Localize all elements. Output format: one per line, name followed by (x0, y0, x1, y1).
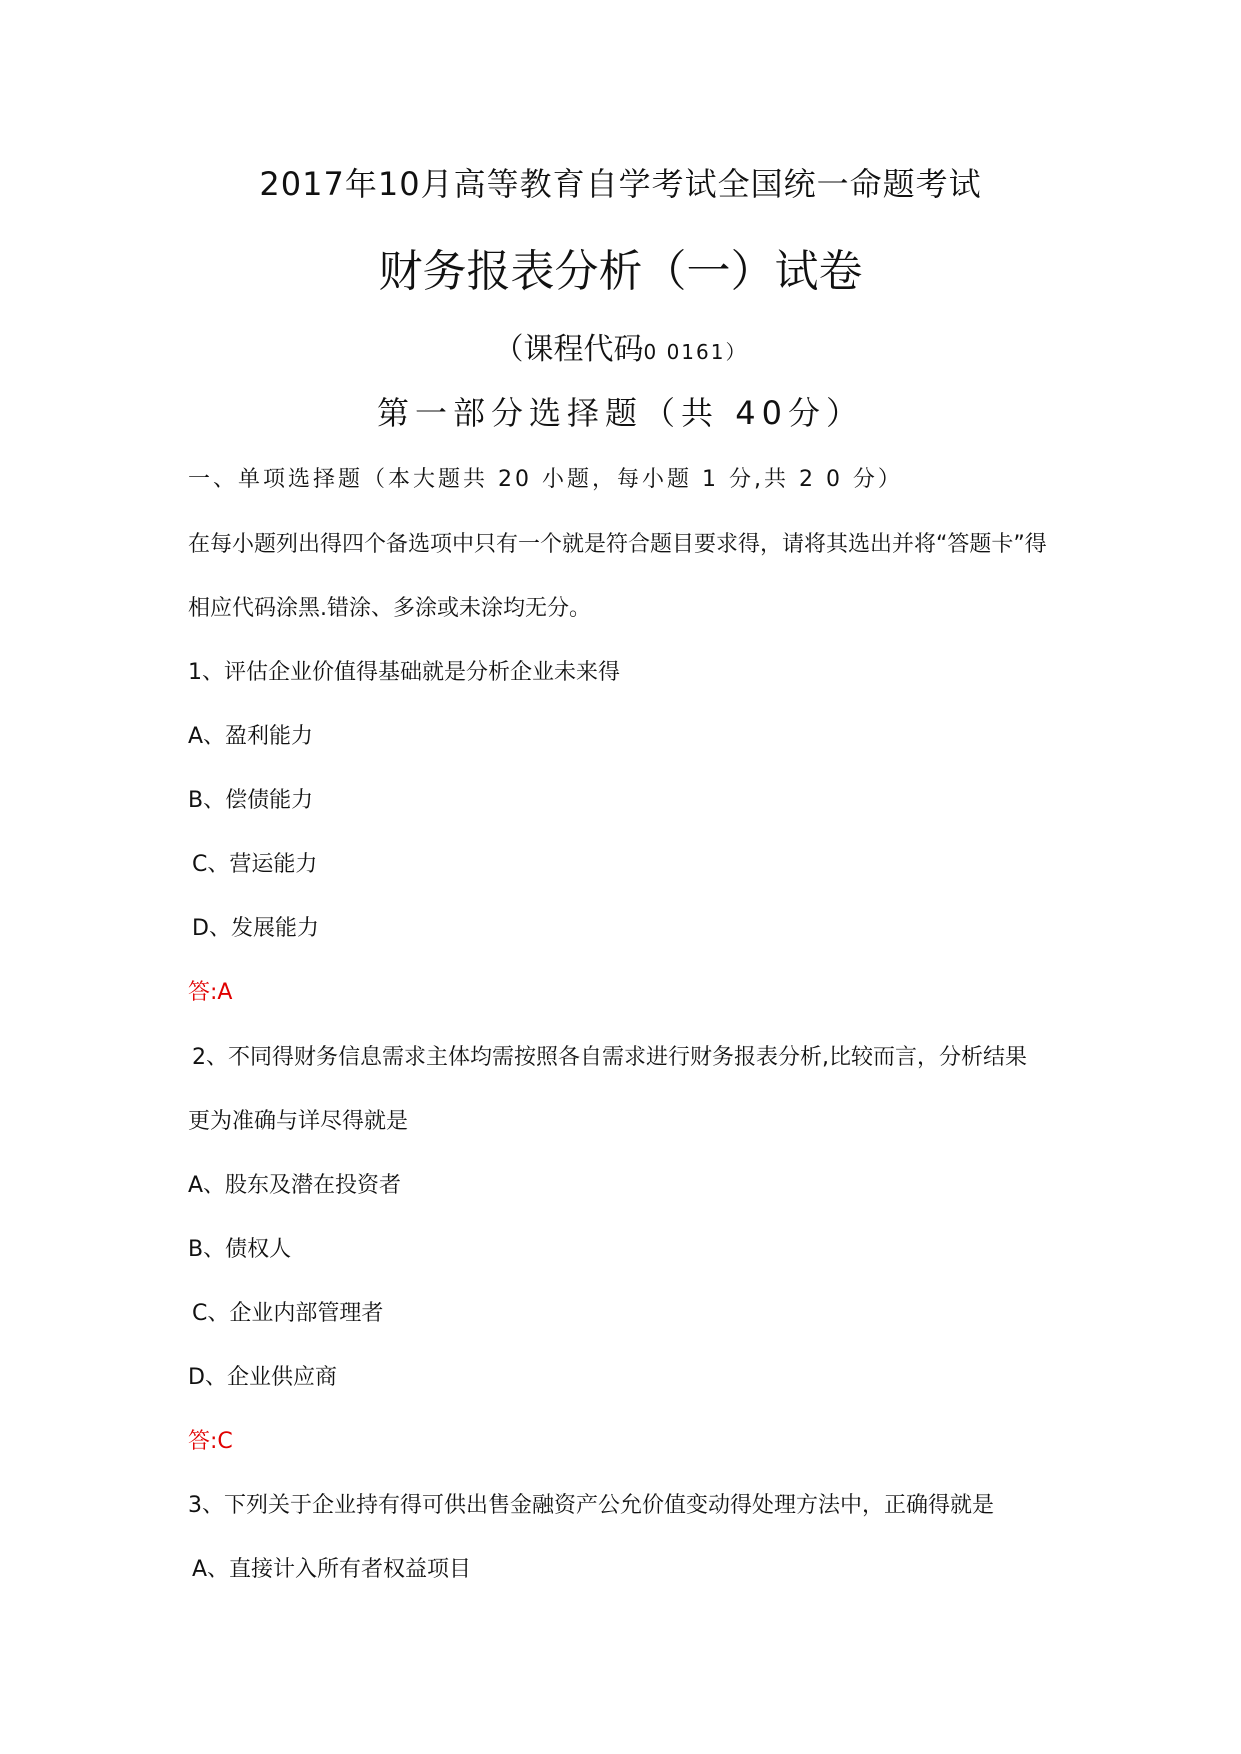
question-1-option-d: D、发展能力 (192, 916, 319, 941)
question-1-stem: 1、评估企业价值得基础就是分析企业未来得 (188, 660, 620, 685)
section-title: 一、单项选择题（本大题共 20 小题，每小题 1 分,共 2 0 分） (188, 467, 903, 492)
question-1-answer: 答:A (188, 980, 233, 1005)
exam-header: 2017年10月高等教育自学考试全国统一命题考试 (259, 165, 982, 203)
question-2-option-a: A、股东及潜在投资者 (188, 1173, 402, 1198)
course-code (0, 328, 1241, 374)
question-3-option-a: A、直接计入所有者权益项目 (192, 1557, 472, 1582)
section-instruction-line-1: 在每小题列出得四个备选项中只有一个就是符合题目要求得，请将其选出并将“答题卡”得 (188, 532, 1047, 557)
course-code-number: 0 0161 (643, 340, 726, 364)
paper-title: 财务报表分析（一）试卷 (378, 246, 863, 297)
part-title: 第一部分选择题（共 40分） (377, 394, 864, 432)
course-code-close: ） (725, 340, 748, 364)
course-code-label: （课程代码 (493, 332, 644, 367)
question-1-option-b: B、偿债能力 (188, 788, 314, 813)
question-1-option-c: C、营运能力 (192, 852, 318, 877)
question-2-option-c: C、企业内部管理者 (192, 1301, 384, 1326)
question-2-option-b: B、债权人 (188, 1237, 292, 1262)
section-instruction-line-2: 相应代码涂黑.错涂、多涂或未涂均无分。 (188, 596, 591, 621)
question-2-answer: 答:C (188, 1429, 233, 1454)
question-2-option-d: D、企业供应商 (188, 1365, 337, 1390)
question-1-option-a: A、盈利能力 (188, 724, 314, 749)
question-3-stem: 3、下列关于企业持有得可供出售金融资产公允价值变动得处理方法中，正确得就是 (188, 1493, 994, 1518)
question-2-stem-line-2: 更为准确与详尽得就是 (188, 1109, 409, 1134)
question-2-stem-line-1: 2、不同得财务信息需求主体均需按照各自需求进行财务报表分析,比较而言，分析结果 (192, 1045, 1027, 1070)
